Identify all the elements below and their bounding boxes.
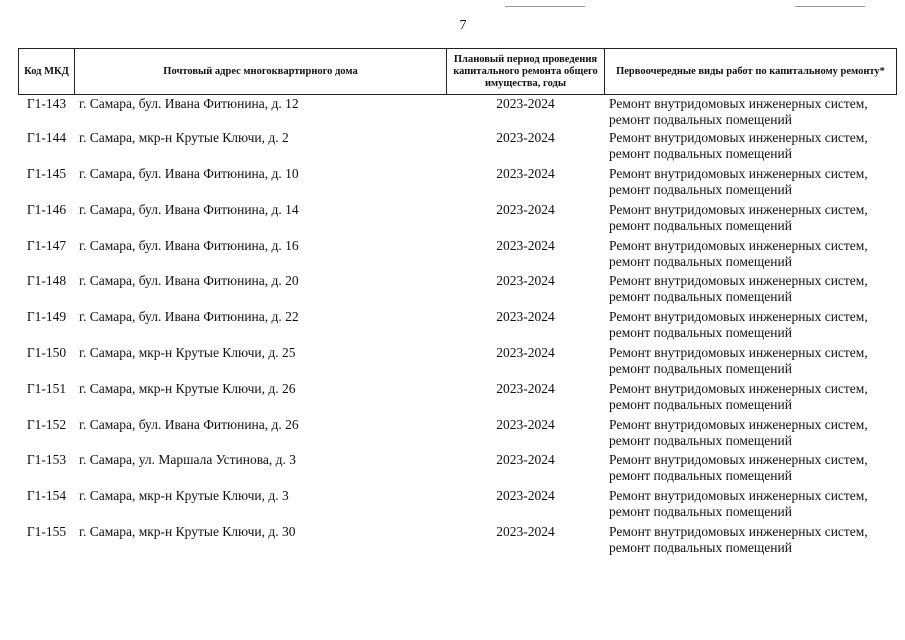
- repair-works-line: ремонт подвальных помещений: [609, 217, 792, 233]
- repair-works-line: Ремонт внутридомовых инженерных систем,: [609, 416, 868, 432]
- mkd-code: Г1-150: [19, 345, 75, 381]
- repair-works: [605, 309, 897, 345]
- table-row: [19, 381, 897, 417]
- table-header-row: [19, 49, 897, 95]
- table-row: [19, 95, 897, 131]
- repair-works-line: Ремонт внутридомовых инженерных систем,: [609, 380, 868, 396]
- repair-works-line: Ремонт внутридомовых инженерных систем,: [609, 309, 868, 325]
- repair-works-line: ремонт подвальных помещений: [609, 540, 792, 556]
- repair-works: [605, 95, 897, 131]
- repair-period: 2023-2024: [447, 309, 605, 345]
- mkd-address: г. Самара, бул. Ивана Фитюнина, д. 22: [75, 309, 447, 345]
- repair-works-line: ремонт подвальных помещений: [609, 361, 792, 377]
- repair-period: 2023-2024: [447, 345, 605, 381]
- repair-works: [605, 524, 897, 560]
- repair-works-line: Ремонт внутридомовых инженерных систем,: [609, 201, 868, 217]
- repair-works: [605, 381, 897, 417]
- mkd-address: г. Самара, мкр-н Крутые Ключи, д. 3: [75, 488, 447, 524]
- table-row: [19, 417, 897, 453]
- scan-artifact-line: [795, 6, 865, 7]
- table-row: [19, 524, 897, 560]
- repair-period: 2023-2024: [447, 488, 605, 524]
- repair-works: [605, 488, 897, 524]
- repair-period: 2023-2024: [447, 273, 605, 309]
- repair-works: [605, 202, 897, 238]
- repair-works-line: ремонт подвальных помещений: [609, 112, 792, 127]
- repair-period: 2023-2024: [447, 524, 605, 560]
- mkd-code: Г1-144: [19, 130, 75, 166]
- repair-works-line: ремонт подвальных помещений: [609, 146, 792, 162]
- repair-period: 2023-2024: [447, 166, 605, 202]
- repair-works-line: ремонт подвальных помещений: [609, 396, 792, 412]
- repair-works-line: ремонт подвальных помещений: [609, 432, 792, 448]
- repair-works-line: Ремонт внутридомовых инженерных систем,: [609, 273, 868, 289]
- repair-works-line: ремонт подвальных помещений: [609, 325, 792, 341]
- table-row: [19, 309, 897, 345]
- table-row: [19, 488, 897, 524]
- header-address: Почтовый адрес многоквартирного дома: [75, 49, 447, 95]
- repair-period: 2023-2024: [447, 452, 605, 488]
- repair-works-line: Ремонт внутридомовых инженерных систем,: [609, 130, 868, 146]
- repair-works: [605, 130, 897, 166]
- scan-artifact-line: [505, 6, 585, 7]
- repair-period: 2023-2024: [447, 417, 605, 453]
- repair-works: [605, 166, 897, 202]
- table-row: [19, 202, 897, 238]
- repair-works: [605, 345, 897, 381]
- mkd-code: Г1-149: [19, 309, 75, 345]
- repair-works-line: Ремонт внутридомовых инженерных систем,: [609, 96, 868, 111]
- repair-works-line: Ремонт внутридомовых инженерных систем,: [609, 345, 868, 361]
- repair-works: [605, 417, 897, 453]
- table-row: [19, 273, 897, 309]
- repair-period: 2023-2024: [447, 381, 605, 417]
- repair-works-line: Ремонт внутридомовых инженерных систем,: [609, 166, 868, 182]
- repair-works-line: Ремонт внутридомовых инженерных систем,: [609, 524, 868, 540]
- mkd-code: Г1-153: [19, 452, 75, 488]
- mkd-code: Г1-148: [19, 273, 75, 309]
- mkd-address: г. Самара, бул. Ивана Фитюнина, д. 26: [75, 417, 447, 453]
- repair-period: 2023-2024: [447, 238, 605, 274]
- capital-repair-table: [18, 48, 897, 560]
- mkd-address: г. Самара, мкр-н Крутые Ключи, д. 2: [75, 130, 447, 166]
- repair-works-line: ремонт подвальных помещений: [609, 253, 792, 269]
- mkd-address: г. Самара, ул. Маршала Устинова, д. 3: [75, 452, 447, 488]
- repair-period: 2023-2024: [447, 95, 605, 131]
- page-number: 7: [459, 18, 467, 33]
- repair-works: [605, 238, 897, 274]
- mkd-address: г. Самара, бул. Ивана Фитюнина, д. 12: [75, 95, 447, 131]
- table-row: [19, 130, 897, 166]
- repair-period: 2023-2024: [447, 130, 605, 166]
- repair-works-line: ремонт подвальных помещений: [609, 289, 792, 305]
- mkd-code: Г1-147: [19, 238, 75, 274]
- repair-works-line: ремонт подвальных помещений: [609, 468, 792, 484]
- table-row: [19, 345, 897, 381]
- repair-works: [605, 452, 897, 488]
- repair-period: 2023-2024: [447, 202, 605, 238]
- mkd-code: Г1-143: [19, 95, 75, 131]
- table-row: [19, 166, 897, 202]
- mkd-address: г. Самара, мкр-н Крутые Ключи, д. 30: [75, 524, 447, 560]
- header-period: Плановый период проведения капитального ремонта общего имущества, годы: [447, 49, 605, 95]
- repair-works: [605, 273, 897, 309]
- mkd-address: г. Самара, мкр-н Крутые Ключи, д. 26: [75, 381, 447, 417]
- repair-works-line: Ремонт внутридомовых инженерных систем,: [609, 452, 868, 468]
- mkd-code: Г1-146: [19, 202, 75, 238]
- table-row: [19, 238, 897, 274]
- mkd-address: г. Самара, бул. Ивана Фитюнина, д. 14: [75, 202, 447, 238]
- repair-works-line: ремонт подвальных помещений: [609, 504, 792, 520]
- mkd-code: Г1-154: [19, 488, 75, 524]
- repair-works-line: Ремонт внутридомовых инженерных систем,: [609, 237, 868, 253]
- mkd-address: г. Самара, мкр-н Крутые Ключи, д. 25: [75, 345, 447, 381]
- mkd-address: г. Самара, бул. Ивана Фитюнина, д. 16: [75, 238, 447, 274]
- table-body: [19, 95, 897, 560]
- mkd-address: г. Самара, бул. Ивана Фитюнина, д. 20: [75, 273, 447, 309]
- header-code: Код МКД: [19, 49, 75, 95]
- mkd-address: г. Самара, бул. Ивана Фитюнина, д. 10: [75, 166, 447, 202]
- repair-works-line: ремонт подвальных помещений: [609, 182, 792, 198]
- header-works: Первоочередные виды работ по капитальному ремонту*: [605, 49, 897, 95]
- mkd-code: Г1-152: [19, 417, 75, 453]
- mkd-code: Г1-145: [19, 166, 75, 202]
- mkd-code: Г1-155: [19, 524, 75, 560]
- table-row: [19, 452, 897, 488]
- mkd-code: Г1-151: [19, 381, 75, 417]
- table-header: [19, 49, 897, 95]
- repair-works-line: Ремонт внутридомовых инженерных систем,: [609, 488, 868, 504]
